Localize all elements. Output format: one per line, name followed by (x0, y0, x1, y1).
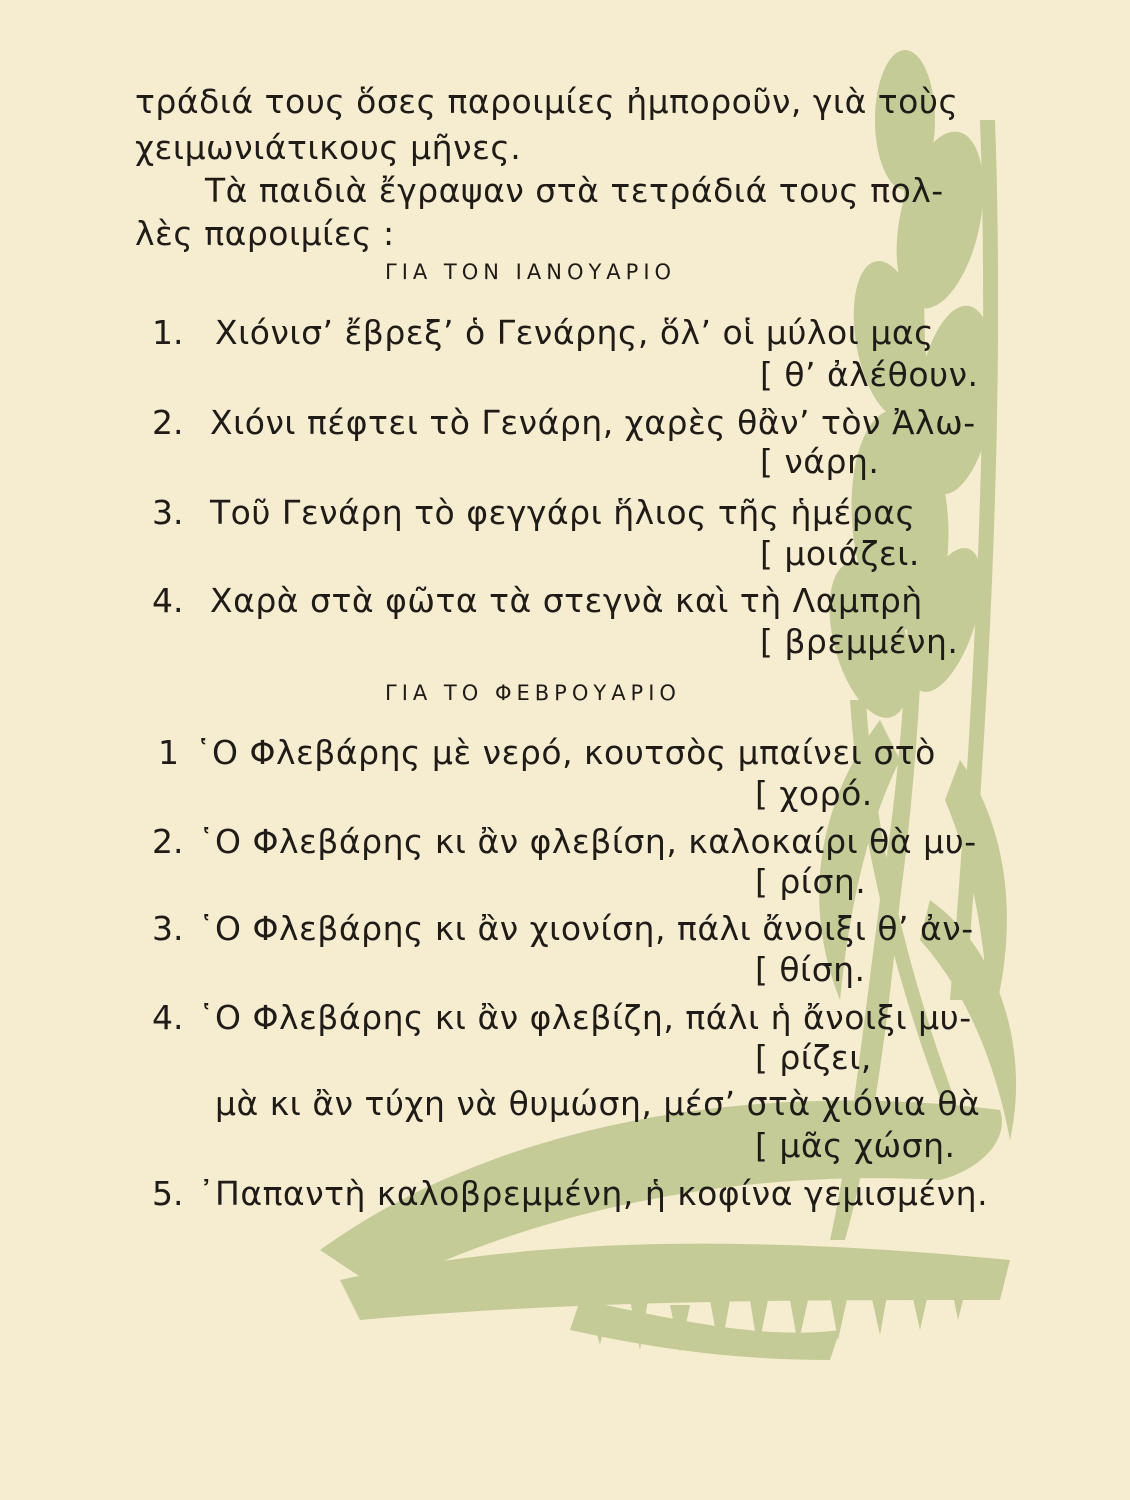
proverb-line: Τοῦ Γενάρη τὸ φεγγάρι ἥλιος τῆς ἡμέρας (210, 493, 916, 532)
intro-line: λὲς παροιμίες : (135, 214, 395, 253)
item-number: 1. (152, 313, 184, 352)
proverb-line: ῾Ο Φλεβάρης κι ἂν χιονίση, πάλι ἄνοιξι θ’ ἀν- (198, 909, 974, 948)
section-heading-february: ΓΙΑ ΤΟ ΦΕΒΡΟΥΑΡΙΟ (385, 681, 681, 705)
intro-line: χειμωνιάτικους μῆνες. (135, 128, 522, 167)
item-number: 5. (152, 1174, 184, 1213)
intro-line: τράδιά τους ὅσες παροιμίες ἠμποροῦν, γιὰ τοὺς (135, 82, 959, 121)
proverb-continuation: [ θ’ ἀλέθουν. (760, 355, 979, 394)
proverb-continuation: [ νάρη. (760, 442, 880, 481)
proverb-continuation: [ ρίζει, (755, 1038, 872, 1077)
item-number: 4. (152, 998, 184, 1037)
proverb-line: ῾Ο Φλεβάρης κι ἂν φλεβίζη, πάλι ἡ ἄνοιξι μυ- (198, 998, 972, 1037)
proverb-continuation: [ ρίση. (755, 862, 867, 901)
proverb-continuation: [ μοιάζει. (760, 534, 920, 573)
item-number: 4. (152, 581, 184, 620)
section-heading-january: ΓΙΑ ΤΟΝ ΙΑΝΟΥΑΡΙΟ (385, 260, 677, 284)
item-number: 1 (158, 733, 179, 772)
proverb-continuation: [ μᾶς χώση. (755, 1126, 956, 1165)
proverb-continuation: [ βρεμμένη. (760, 622, 959, 661)
proverb-continuation: [ θίση. (755, 950, 866, 989)
proverb-continuation: [ χορό. (755, 774, 873, 813)
item-number: 3. (152, 909, 184, 948)
proverb-line: Χαρὰ στὰ φῶτα τὰ στεγνὰ καὶ τὴ Λαμπρὴ (210, 581, 923, 620)
proverb-line: Χιόνισ’ ἔβρεξ’ ὁ Γενάρης, ὅλ’ οἱ μύλοι μας (215, 313, 934, 352)
proverb-line: Χιόνι πέφτει τὸ Γενάρη, χαρὲς θἂν’ τὸν Ἀλω- (210, 403, 976, 442)
item-number: 2. (152, 822, 184, 861)
item-number: 2. (152, 403, 184, 442)
proverb-line: ῾Ο Φλεβάρης κι ἂν φλεβίση, καλοκαίρι θὰ μυ- (198, 822, 977, 861)
proverb-line: ᾿Παπαντὴ καλοβρεμμένη, ἡ κοφίνα γεμισμένη. (198, 1174, 989, 1213)
item-number: 3. (152, 493, 184, 532)
proverb-line: μὰ κι ἂν τύχη νὰ θυμώση, μέσ’ στὰ χιόνια θὰ (215, 1084, 981, 1123)
proverb-line: ῾Ο Φλεβάρης μὲ νερό, κουτσὸς μπαίνει στὸ (195, 733, 936, 772)
intro-line: Τὰ παιδιὰ ἔγραψαν στὰ τετράδιά τους πολ- (205, 171, 944, 210)
